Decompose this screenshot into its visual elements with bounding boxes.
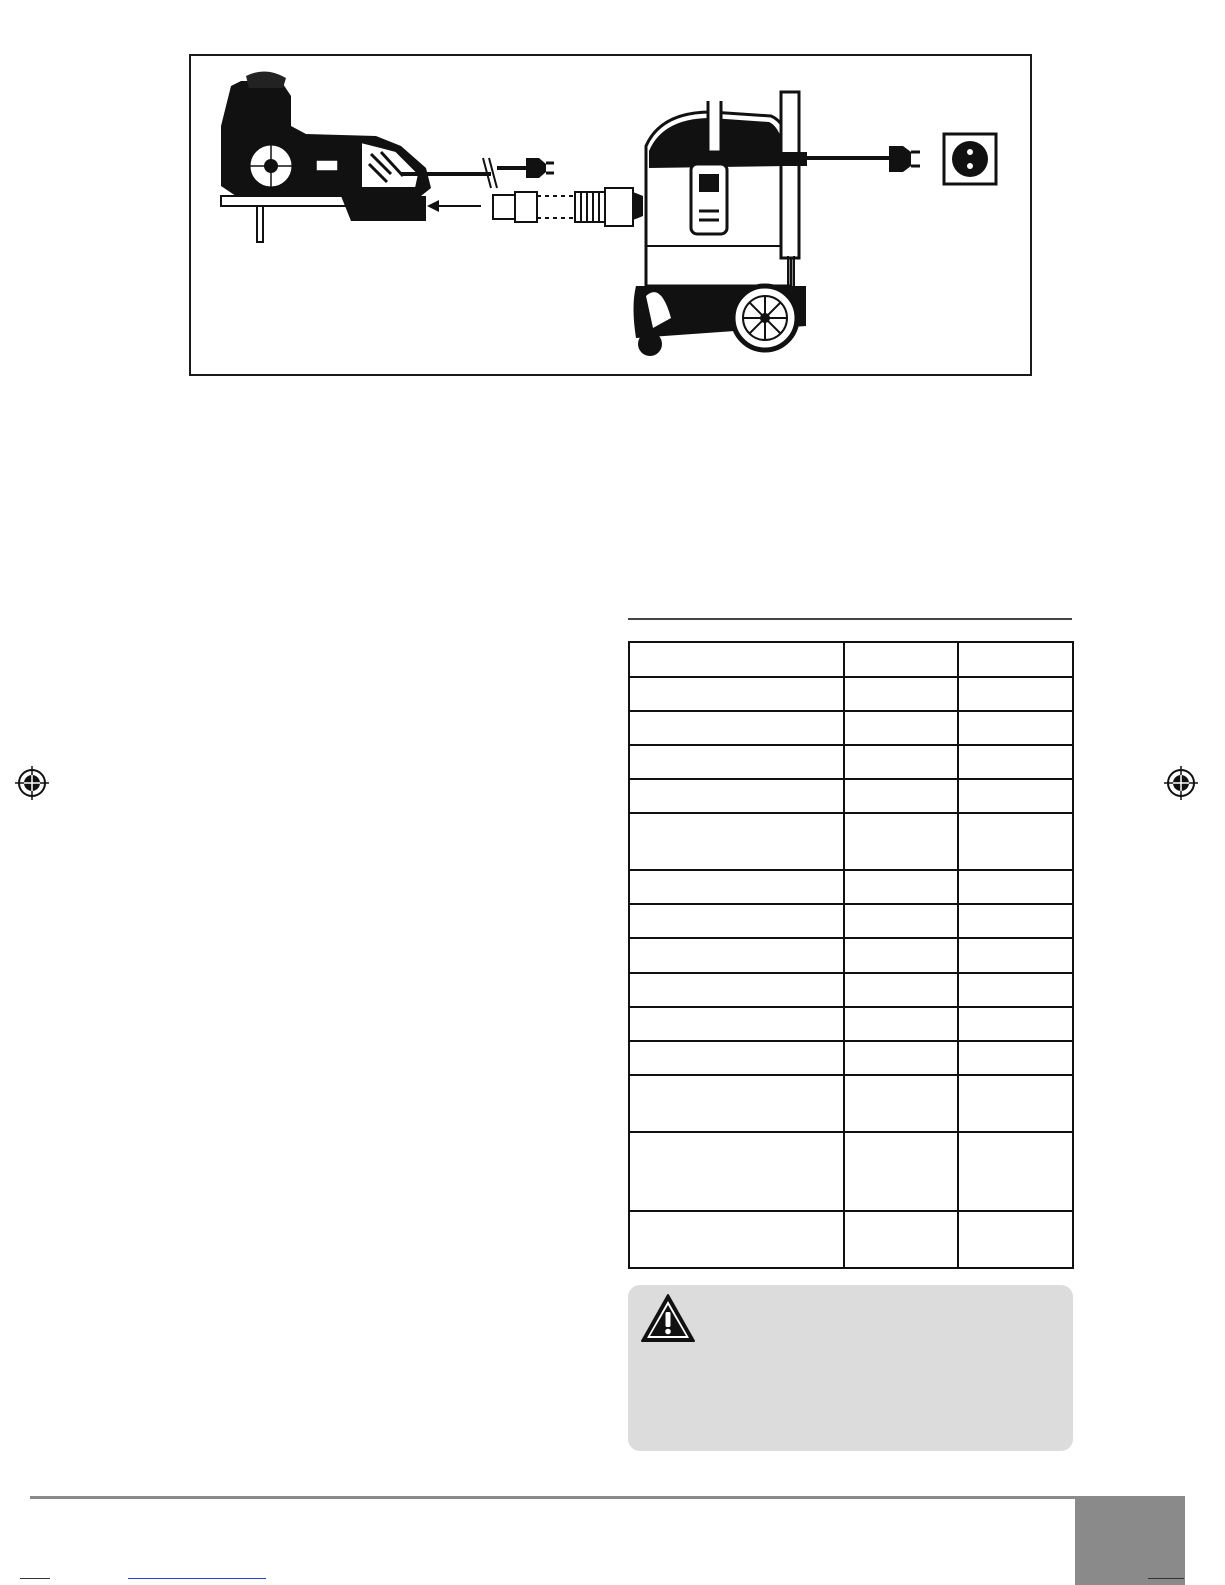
warning-box bbox=[628, 1285, 1073, 1451]
page-number-tab bbox=[1075, 1497, 1185, 1585]
table-row bbox=[629, 870, 1073, 904]
registration-mark-icon bbox=[1164, 766, 1198, 800]
table-row bbox=[629, 813, 1073, 870]
table-row bbox=[629, 745, 1073, 779]
vacuum-plug-icon bbox=[807, 146, 920, 172]
wall-socket-icon bbox=[944, 134, 996, 184]
table-row bbox=[629, 642, 1073, 677]
footer-link-underline bbox=[128, 1578, 266, 1579]
table-row bbox=[629, 1211, 1073, 1268]
footer-mark bbox=[1148, 1578, 1184, 1579]
warning-triangle-icon bbox=[640, 1293, 696, 1343]
table-row bbox=[629, 973, 1073, 1007]
footer-mark bbox=[20, 1578, 50, 1579]
table-row bbox=[629, 1007, 1073, 1041]
table-row bbox=[629, 711, 1073, 745]
power-plug-icon bbox=[483, 158, 554, 188]
jigsaw-icon bbox=[221, 71, 491, 242]
section-divider bbox=[628, 618, 1072, 620]
table-row bbox=[629, 1041, 1073, 1075]
hose-adapter-icon bbox=[493, 188, 643, 226]
table-row bbox=[629, 1075, 1073, 1132]
footer-divider bbox=[30, 1496, 1185, 1499]
table-row bbox=[629, 779, 1073, 813]
table-row bbox=[629, 677, 1073, 711]
vacuum-cleaner-icon bbox=[634, 92, 808, 356]
illustration-figure bbox=[189, 54, 1032, 376]
table-row bbox=[629, 1132, 1073, 1211]
table-row bbox=[629, 938, 1073, 973]
registration-mark-icon bbox=[15, 766, 49, 800]
specification-table bbox=[628, 641, 1074, 1269]
connection-arrow-icon bbox=[427, 200, 481, 212]
table-row bbox=[629, 904, 1073, 938]
jigsaw-vacuum-illustration bbox=[191, 56, 1034, 378]
